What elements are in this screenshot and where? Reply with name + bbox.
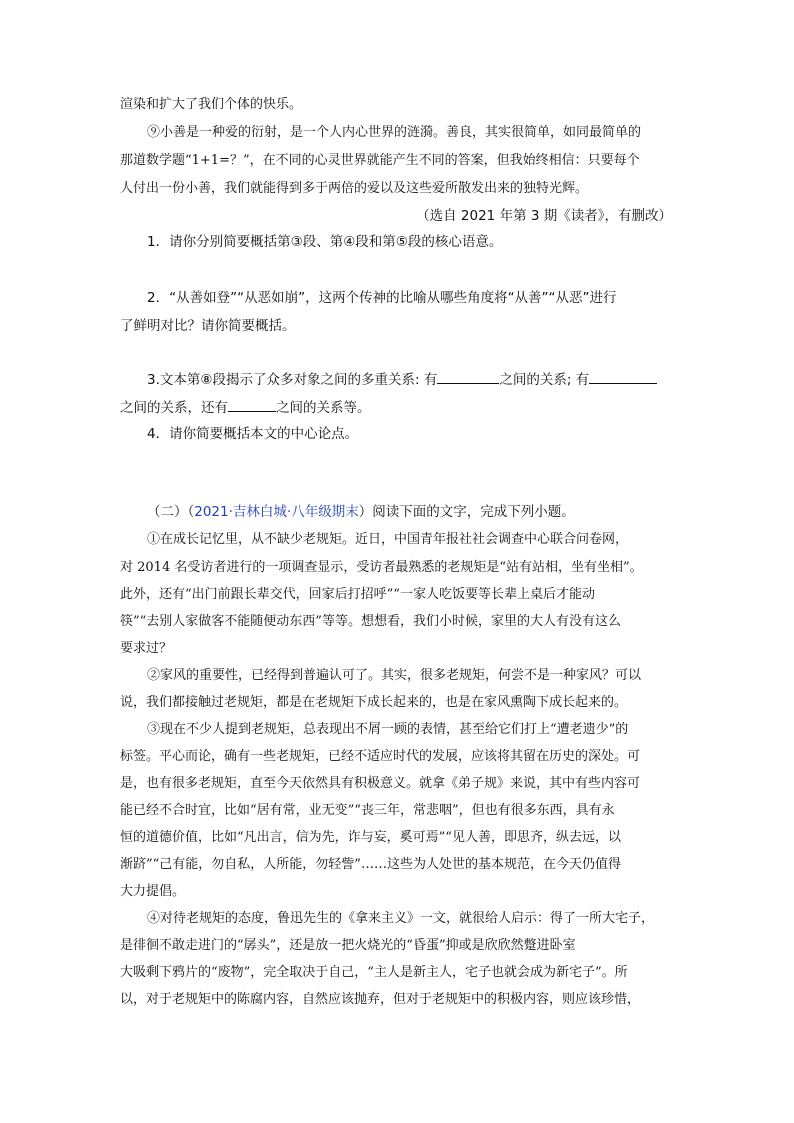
question-3-text: 3.文本第⑧段揭示了众多对象之间的多重关系: 有 — [147, 372, 438, 388]
question-2-line: 2．“从善如登”“从恶如崩”，这两个传神的比喻从哪些角度将“从善”“从恶”进行 — [147, 290, 617, 306]
paragraph-3-line: 是，也有很多老规矩，直至今天依然具有积极意义。就拿《弟子规》来说，其中有些内容可 — [120, 776, 641, 791]
paragraph-3-line: 恒的道德价值，比如“凡出言，信为先，诈与妄，奚可焉”“见人善，即思齐，纵去远，以 — [120, 830, 621, 845]
question-3-text: 之间的关系; 有 — [499, 372, 590, 388]
source-link[interactable]: 2021·吉林白城·八年级期末 — [194, 504, 359, 520]
question-2-line: 了鲜明对比？请你简要概括。 — [120, 318, 296, 334]
paragraph-3-line: 能已经不合时宜，比如“居有常，业无变”“丧三年，常悲咽”，但也有很多东西，具有永 — [120, 803, 615, 818]
passage-line: 渲染和扩大了我们个体的快乐。 — [120, 97, 303, 112]
paragraph-2-line: 说，我们都接触过老规矩，都是在老规矩下成长起来的，也是在家风熏陶下成长起来的。 — [120, 695, 628, 710]
heading-suffix: ）阅读下面的文字，完成下列小题。 — [358, 504, 575, 520]
paragraph-1-line: 筷”“去别人家做客不能随便动东西”等等。想想看，我们小时候，家里的大人有没有这么 — [120, 614, 621, 629]
answer-blank[interactable] — [589, 369, 657, 384]
paragraph-3-line: 标签。平心而论，确有一些老规矩，已经不适应时代的发展，应该将其留在历史的深处。可 — [120, 749, 641, 764]
paragraph-2-line: ②家风的重要性，已经得到普遍认可了。其实，很多老规矩，何尝不是一种家风？可以 — [147, 668, 642, 683]
paragraph-9-line: ⑨小善是一种爱的衍射，是一个人内心世界的涟漪。善良，其实很简单，如同最简单的 — [147, 125, 642, 140]
question-3-text: 之间的关系等。 — [276, 400, 371, 416]
passage-source: （选自 2021 年第 3 期《读者》，有删改） — [416, 208, 672, 224]
paragraph-1-line: ①在成长记忆里，从不缺少老规矩。近日，中国青年报社社会调查中心联合问卷网， — [147, 532, 629, 547]
paragraph-9-line: 那道数学题“1+1=？”，在不同的心灵世界就能产生不同的答案，但我始终相信：只要每个 — [120, 153, 640, 168]
paragraph-9-line: 人付出一份小善，我们就能得到多于两倍的爱以及这些爱所散发出来的独特光辉。 — [120, 181, 589, 196]
question-3-line — [120, 397, 680, 418]
paragraph-4-line: 是徘徊不敢走进门的“孱头”，还是放一把火烧光的“昏蛋”抑或是欣欣然蹩进卧室 — [120, 938, 576, 953]
paragraph-4-line: 以，对于老规矩中的陈腐内容，自然应该抛弃，但对于老规矩中的积极内容，则应该珍惜， — [120, 992, 641, 1007]
paragraph-1-line: 对 2014 名受访者进行的一项调查显示，受访者最熟悉的老规矩是“站有站相，坐有坐相”。 — [120, 560, 643, 575]
paragraph-1-line: 此外，还有“出门前跟长辈交代，回家后打招呼”“一家人吃饭要等长辈上桌后才能动 — [120, 587, 595, 602]
section-heading — [120, 502, 707, 522]
question-1: 1．请你分别简要概括第③段、第④段和第⑤段的核心语意。 — [147, 234, 503, 250]
heading-prefix: （二）（ — [147, 504, 195, 520]
answer-blank[interactable] — [228, 397, 276, 412]
question-3-line — [120, 369, 707, 390]
paragraph-4-line: ④对待老规矩的态度，鲁迅先生的《拿来主义》一文，就很给人启示：得了一所大宅子， — [147, 911, 655, 926]
question-4: 4．请你简要概括本文的中心论点。 — [147, 426, 359, 442]
paragraph-3-line: 渐跻”“己有能，勿自私，人所能，勿轻訾”……这些为人处世的基本规范，在今天仍值得 — [120, 857, 621, 872]
paragraph-3-line: 大力提倡。 — [120, 884, 186, 899]
question-3-text: 之间的关系，还有 — [120, 400, 228, 416]
paragraph-1-line: 要求过？ — [120, 641, 173, 656]
paragraph-3-line: ③现在不少人提到老规矩，总表现出不屑一顾的表情，甚至给它们打上“遭老遗少”的 — [147, 722, 629, 737]
paragraph-4-line: 大吸剩下鸦片的“废物”，完全取决于自己，“主人是新主人，宅子也就会成为新宅子”。所 — [120, 965, 628, 980]
answer-blank[interactable] — [437, 369, 499, 384]
